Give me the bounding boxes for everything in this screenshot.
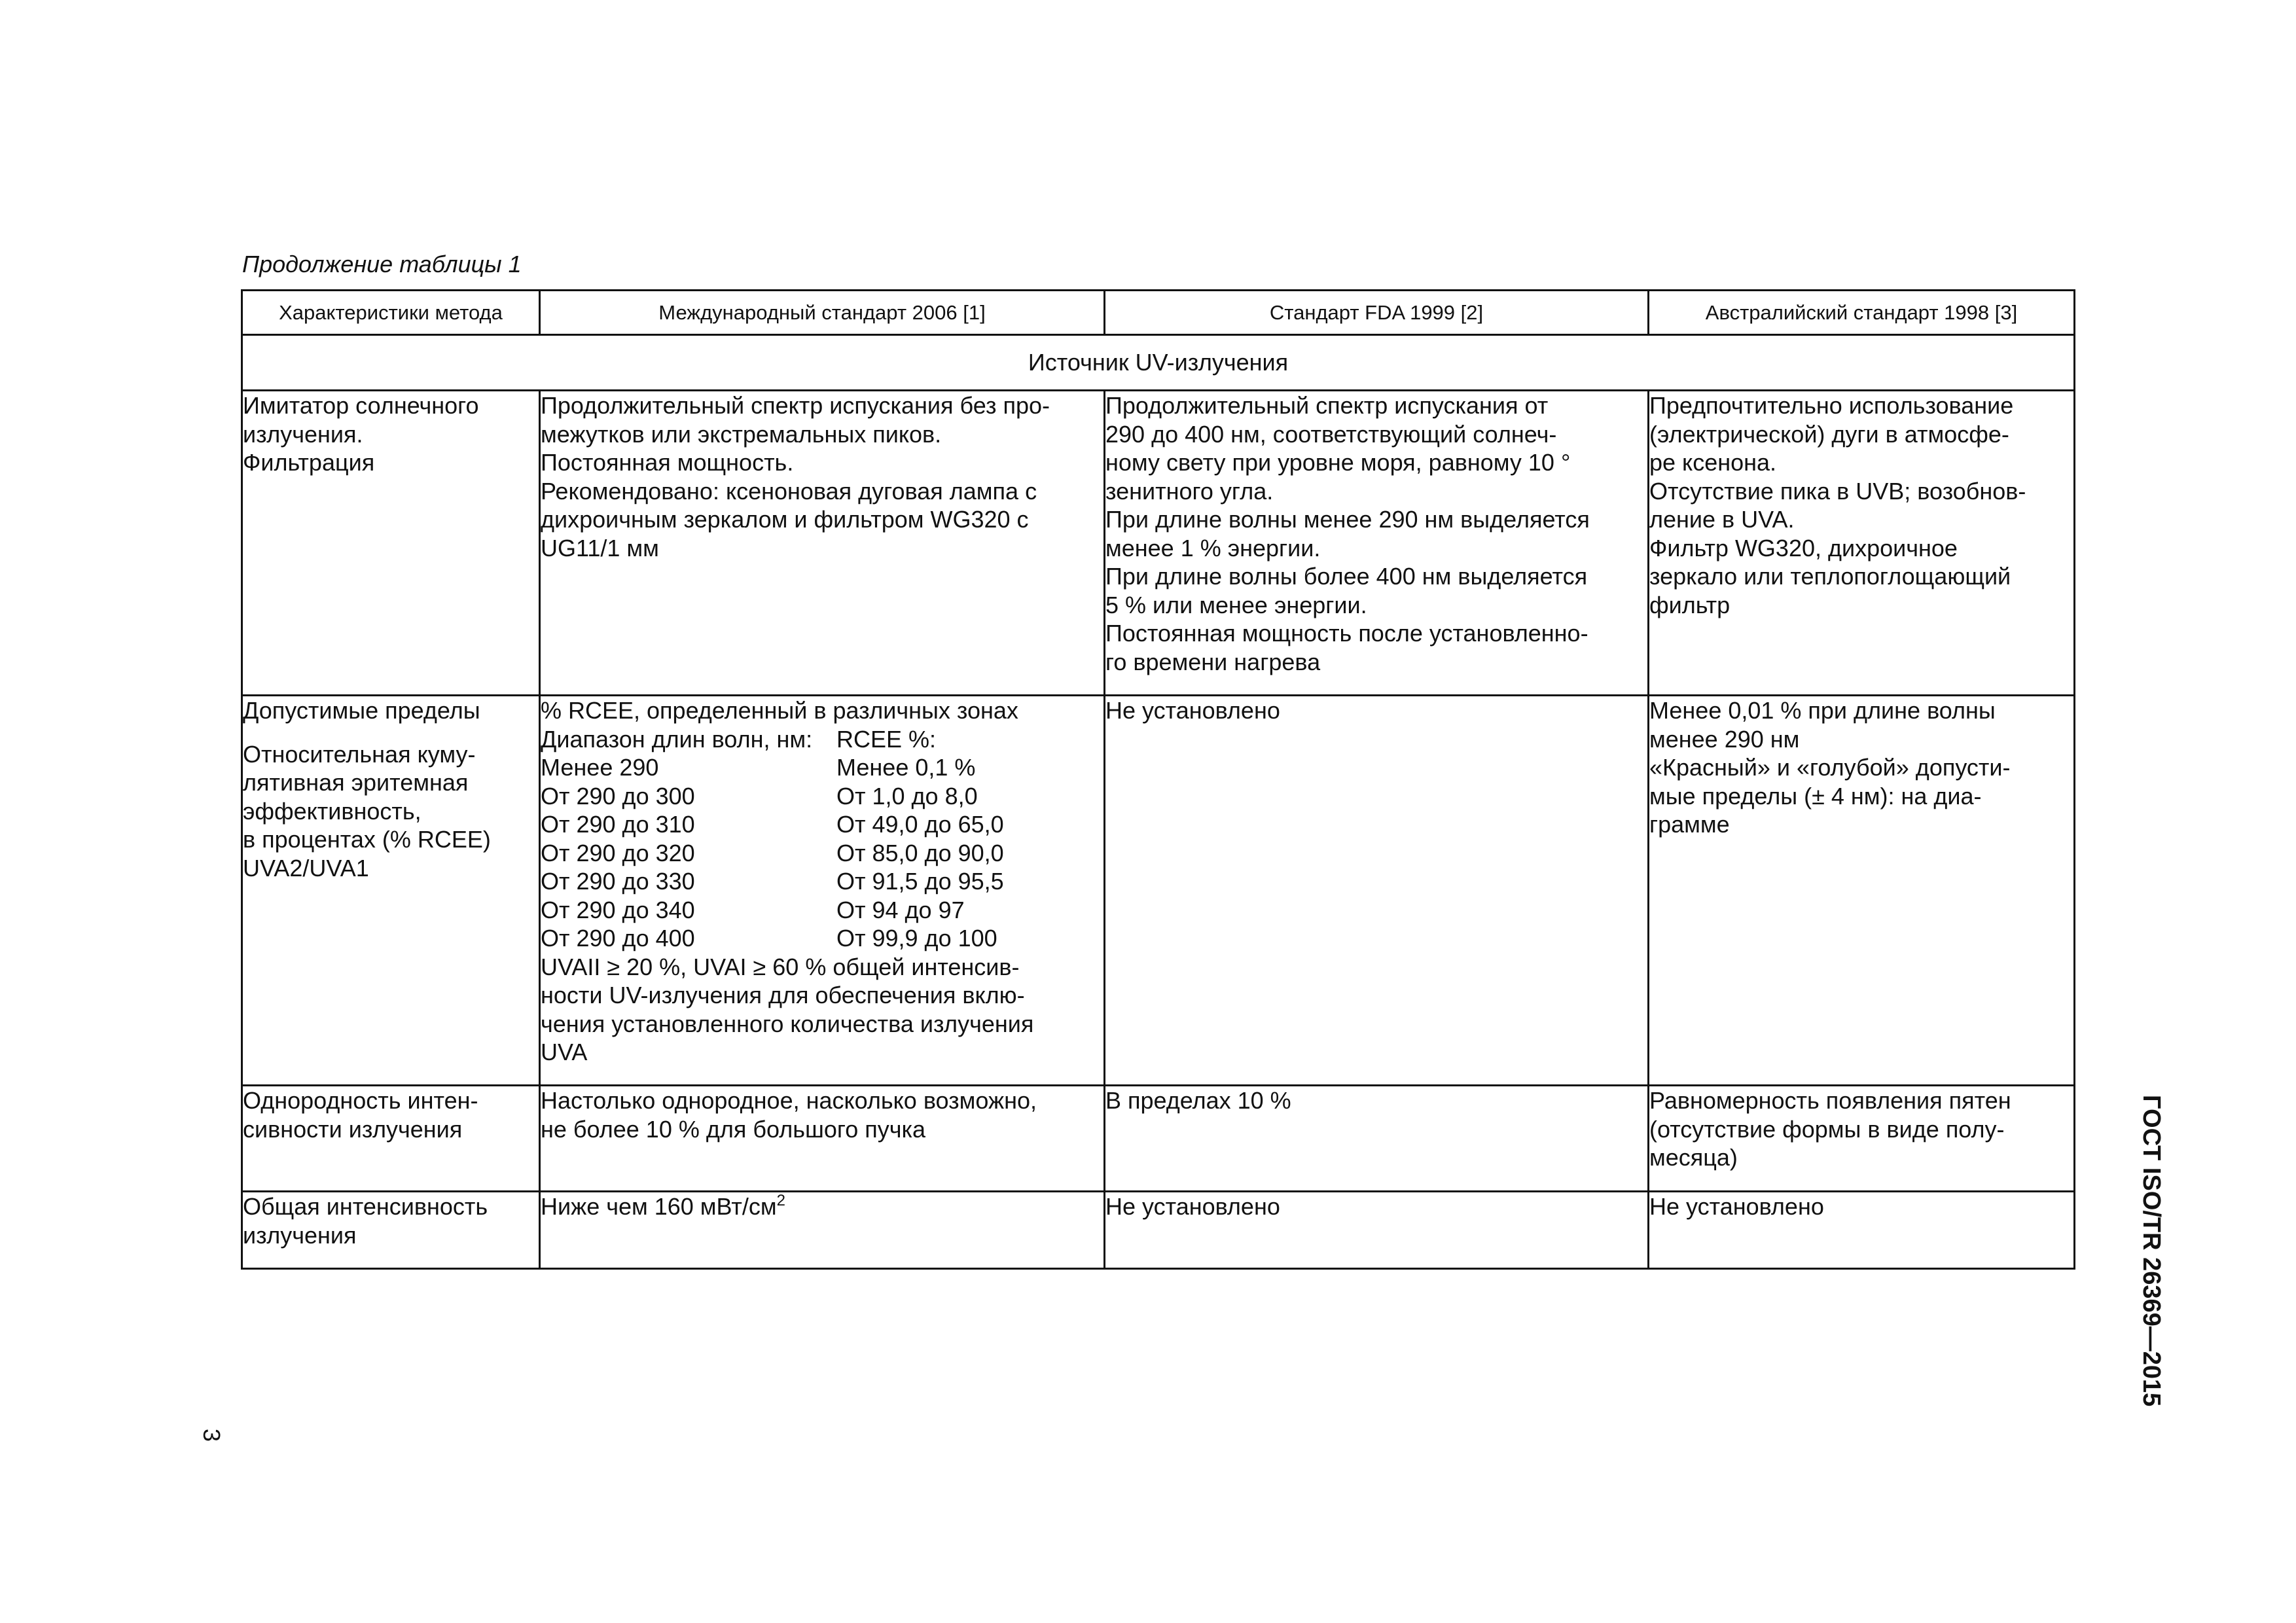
text-line: Относительная куму- [243,740,476,768]
text-line: Равномерность появления пятен [1649,1087,2011,1114]
text-line: мые пределы (± 4 нм): на диа- [1649,782,1982,810]
page-number: 3 [198,1428,225,1442]
australian-cell [1649,696,2075,1086]
text-line: грамме [1649,811,1730,838]
range-label: От 290 до 320 [541,839,695,866]
range-value: Менее 0,1 % [836,754,976,781]
text-line: Имитатор солнечного [243,392,479,419]
text-line: ному свету при уровне моря, равному 10 ° [1105,449,1571,476]
table-row [242,696,2075,1086]
table-row [242,391,2075,696]
range-row [541,725,1103,754]
fda-cell [1105,1086,1649,1192]
text-line: сивности излучения [243,1115,463,1143]
range-value: RCEE %: [836,725,937,753]
text-line: Настолько однородное, насколько возможно, [541,1087,1037,1114]
text-line: Фильтр WG320, дихроичное [1649,534,1958,562]
range-value: От 85,0 до 90,0 [836,839,1004,866]
australian-cell [1649,391,2075,696]
text-line: ре ксенона. [1649,449,1777,476]
text-line: 5 % или менее энергии. [1105,591,1367,618]
text-line: лятивная эритемная [243,769,469,796]
text-line: месяца) [1649,1144,1738,1171]
range-value: От 1,0 до 8,0 [836,782,978,810]
characteristic-cell [242,1192,540,1269]
range-label: От 290 до 300 [541,782,695,810]
header-australian: Австралийский стандарт 1998 [3] [1649,291,2075,335]
text-line: Отсутствие пика в UVB; возобнов- [1649,477,2026,505]
text-line: Постоянная мощность после установленно- [1105,620,1588,647]
range-row [541,896,1103,925]
range-value: От 91,5 до 95,5 [836,868,1004,895]
text-line: Не установлено [1105,1193,1280,1220]
text-line: излучения. [243,420,363,448]
range-label: Диапазон длин волн, нм: [541,725,813,753]
international-cell [540,1192,1105,1269]
document-code: ГОСТ ISO/TR 26369—2015 [2138,1095,2165,1407]
fda-cell [1105,696,1649,1086]
text-line: Постоянная мощность. [541,449,794,476]
text-line: эффективность, [243,797,422,825]
characteristic-cell [242,696,540,1086]
text-line: Рекомендовано: ксеноновая дуговая лампа с [541,477,1037,505]
text-line: UVAII ≥ 20 %, UVAI ≥ 60 % общей интенсив- [541,953,1020,980]
fda-cell [1105,391,1649,696]
table-row [242,1086,2075,1192]
comparison-table [241,289,2075,1270]
text-line: менее 1 % энергии. [1105,534,1321,562]
intensity-text: Ниже чем 160 мВт/см [541,1193,777,1220]
international-cell [540,1086,1105,1192]
international-cell [540,391,1105,696]
text-line: % RCEE, определенный в различных зонах [541,697,1018,724]
text-line: ление в UVA. [1649,506,1795,533]
range-row [541,753,1103,782]
range-value: От 99,9 до 100 [836,925,997,952]
range-label: От 290 до 330 [541,868,695,895]
table-row [242,1192,2075,1269]
text-line: Продолжительный спектр испускания без про- [541,392,1050,419]
header-fda: Стандарт FDA 1999 [2] [1105,291,1649,335]
range-label: От 290 до 400 [541,925,695,952]
text-line: В пределах 10 % [1105,1087,1291,1114]
section-title: Источник UV-излучения [242,335,2075,391]
text-line: Фильтрация [243,449,375,476]
characteristic-cell [242,1086,540,1192]
range-row [541,810,1103,839]
table-caption: Продолжение таблицы 1 [242,251,522,277]
text-line: менее 290 нм [1649,725,1800,753]
text-line: ности UV-излучения для обеспечения вклю- [541,982,1025,1008]
text-line: Однородность интен- [243,1087,478,1114]
text-line: в процентах (% RCEE) [243,826,491,853]
text-line: фильтр [1649,591,1731,618]
range-row [541,867,1103,896]
range-label: От 290 до 310 [541,811,695,838]
range-row [541,924,1103,953]
text-line: Не установлено [1649,1193,1824,1220]
text-line: Менее 0,01 % при длине волны [1649,697,1996,724]
text-line: При длине волны менее 290 нм выделяется [1105,506,1590,533]
text-line: дихроичным зеркалом и фильтром WG320 с [541,506,1029,533]
text-line: «Красный» и «голубой» допусти- [1649,754,2011,781]
superscript: 2 [776,1192,785,1209]
range-label: Менее 290 [541,754,659,781]
fda-cell [1105,1192,1649,1269]
section-row [242,335,2075,391]
characteristic-cell [242,391,540,696]
text-line: Не установлено [1105,697,1280,724]
text-line: го времени нагрева [1105,648,1321,675]
text-line: UG11/1 мм [541,534,659,562]
range-label: От 290 до 340 [541,896,695,923]
text-line: излучения [243,1221,357,1249]
text-line: Продолжительный спектр испускания от [1105,392,1549,419]
range-row [541,839,1103,868]
text-line: 290 до 400 нм, соответствующий солнеч- [1105,420,1557,448]
australian-cell [1649,1086,2075,1192]
range-value: От 49,0 до 65,0 [836,811,1004,838]
text-line: чения установленного количества излучения [541,1010,1034,1037]
range-value: От 94 до 97 [836,896,965,923]
range-row [541,782,1103,811]
text-line [541,1192,1103,1221]
international-cell [540,696,1105,1086]
header-characteristic: Характеристики метода [242,291,540,335]
text-line: (отсутствие формы в виде полу- [1649,1115,2005,1143]
text-line: При длине волны более 400 нм выделяется [1105,563,1588,590]
header-international: Международный стандарт 2006 [1] [540,291,1105,335]
header-row [242,291,2075,335]
text-line: (электрической) дуги в атмосфе- [1649,420,2009,448]
text-line: Общая интенсивность [243,1193,488,1220]
text-line: Предпочтительно использование [1649,392,2014,419]
text-line: UVA [541,1039,588,1065]
text-line: межутков или экстремальных пиков. [541,420,942,448]
australian-cell [1649,1192,2075,1269]
text-line: зенитного угла. [1105,477,1274,505]
text-line: не более 10 % для большого пучка [541,1115,926,1143]
text-line: Допустимые пределы [243,697,480,724]
text-line: зеркало или теплопоглощающий [1649,563,2011,590]
text-line: UVA2/UVA1 [243,854,369,882]
